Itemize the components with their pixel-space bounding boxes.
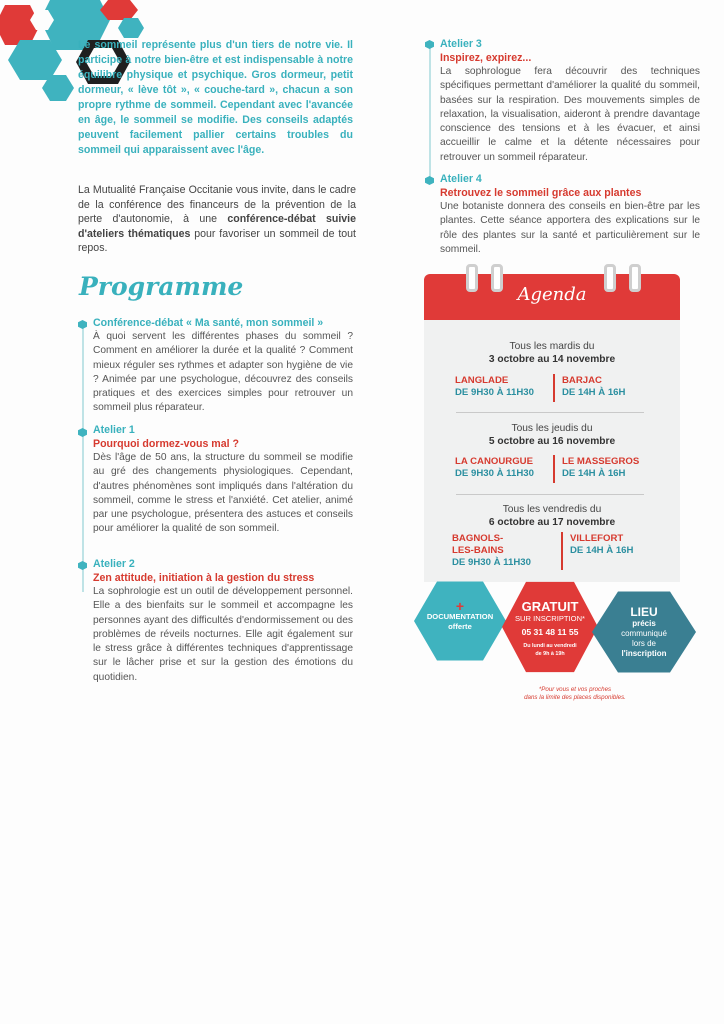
availability-note: *Pour vous et vos proches dans la limite des places disponibles. — [524, 686, 626, 701]
atelier1-section — [93, 423, 353, 537]
agenda-separator — [561, 532, 563, 570]
agenda-location: BAGNOLS- LES-BAINS DE 9H30 À 11H30 — [452, 533, 531, 568]
programme-title: Programme — [79, 272, 244, 301]
atelier1-body: Dès l'âge de 50 ans, la structure du sommeil se modifie au gré des changements physiologiques. Cependant, d'autres phénomènes sont impliqués dans l'altération du sommeil, comme le stress et l'anxiété. Cet atelier, animé par une psychologue, présentera des astuces et conseils pour améliorer la qualité de son sommeil. — [93, 452, 353, 535]
atelier4-body: Une botaniste donnera des conseils en bien-être par les plantes. Cette séance apportera des explications sur le rôle des plantes sur la santé et particulièrement sur le sommeil. — [440, 201, 700, 255]
atelier4-kicker: Atelier 4 — [440, 173, 482, 185]
agenda-separator — [553, 374, 555, 402]
atelier1-title: Pourquoi dormez-vous mal ? — [93, 438, 239, 450]
hexagon-bullet-icon — [78, 320, 87, 329]
agenda-location: VILLEFORT DE 14H À 16H — [570, 533, 634, 556]
lieu-badge-text: LIEU précis communiqué lors de l'inscription — [621, 605, 667, 658]
atelier2-title: Zen attitude, initiation à la gestion du stress — [93, 572, 315, 584]
atelier3-title: Inspirez, expirez... — [440, 52, 532, 64]
agenda-separator — [553, 455, 555, 483]
agenda-group-dates: Tous les jeudis du 5 octobre au 16 novembre — [488, 423, 616, 447]
atelier4-section — [440, 172, 700, 257]
agenda-divider — [456, 412, 644, 413]
conference-title: Conférence-débat « Ma santé, mon sommeil » — [93, 317, 324, 329]
atelier2-kicker: Atelier 2 — [93, 558, 135, 570]
agenda-title: Agenda — [517, 284, 587, 305]
hexagon-bullet-icon — [425, 40, 434, 49]
conference-body: À quoi servent les différentes phases du sommeil ? Comment en améliorer la durée et la qualité ? Comment mieux réguler ses rythmes et adapter son hygiène de vie ? Animée par une psychologue, découvrez des conseils pratiques et des exercices simples pour retrouver un sommeil plus réparateur. — [93, 331, 353, 414]
agenda-divider — [456, 494, 644, 495]
timeline-line-right — [429, 42, 431, 182]
conference-section — [93, 316, 353, 416]
hexagon-bullet-icon — [78, 428, 87, 437]
atelier1-kicker: Atelier 1 — [93, 424, 135, 436]
hexagon-bullet-icon — [425, 176, 434, 185]
agenda-group-dates: Tous les mardis du 3 octobre au 14 novembre — [488, 341, 616, 365]
atelier2-section — [93, 557, 353, 685]
intro-paragraph: La Mutualité Française Occitanie vous invite, dans le cadre de la conférence des financeurs de la prévention de la perte d'autonomie, à une conférence-débat suivie d'ateliers thématiques pour favoriser un sommeil de tout repos. — [78, 184, 357, 254]
intro-highlight: Le sommeil représente plus d'un tiers de notre vie. Il participe à notre bien-être et est indispensable à notre équilibre physique et psychique. Gros dormeur, petit dormeur, « lève tôt », « couche-tard », chacun a son propre rythme de sommeil. Cependant avec l'avancée en âge, le sommeil se modifie. Des conseils adaptés peuvent facilement pallier certains troubles du sommeil qui apparaissent avec l'âge. — [78, 39, 353, 156]
atelier2-body: La sophrologie est un outil de développement personnel. Elle a des bienfaits sur le sommeil et accompagne les personnes ayant des difficultés d'endormissement ou des problèmes de réveils nocturnes. Elle agit également sur le stress grâce à différentes techniques d'apprentissage sur le lâcher prise et sur la gestion des émotions du quotidien. — [93, 586, 353, 683]
atelier4-title: Retrouvez le sommeil grâce aux plantes — [440, 187, 642, 199]
atelier3-kicker: Atelier 3 — [440, 38, 482, 50]
agenda-location: LANGLADE DE 9H30 À 11H30 — [455, 375, 534, 398]
atelier3-section — [440, 37, 700, 165]
hexagon-bullet-icon — [78, 561, 87, 570]
documentation-badge-text: + DOCUMENTATION offerte — [426, 598, 494, 631]
agenda-location: BARJAC DE 14H À 16H — [562, 375, 626, 398]
timeline-line — [82, 322, 84, 592]
agenda-location: LA CANOURGUE DE 9H30 À 11H30 — [455, 456, 534, 479]
gratuit-badge-text: GRATUIT SUR INSCRIPTION* 05 31 48 11 55 Du lundi au vendredi de 9h à 19h — [514, 599, 586, 657]
agenda-location: LE MASSEGROS DE 14H À 16H — [562, 456, 640, 479]
atelier3-body: La sophrologue fera découvrir des techniques spécifiques permettant d'améliorer la qualité du sommeil, basées sur la respiration. Des mouvements simples de relaxation, la visualisation, aideront à prendre davantage conscience des tensions et à les évacuer, et ainsi accueillir le calme et la détente nécessaires pour retrouver un sommeil réparateur. — [440, 66, 700, 163]
agenda-group-dates: Tous les vendredis du 6 octobre au 17 novembre — [488, 504, 616, 528]
